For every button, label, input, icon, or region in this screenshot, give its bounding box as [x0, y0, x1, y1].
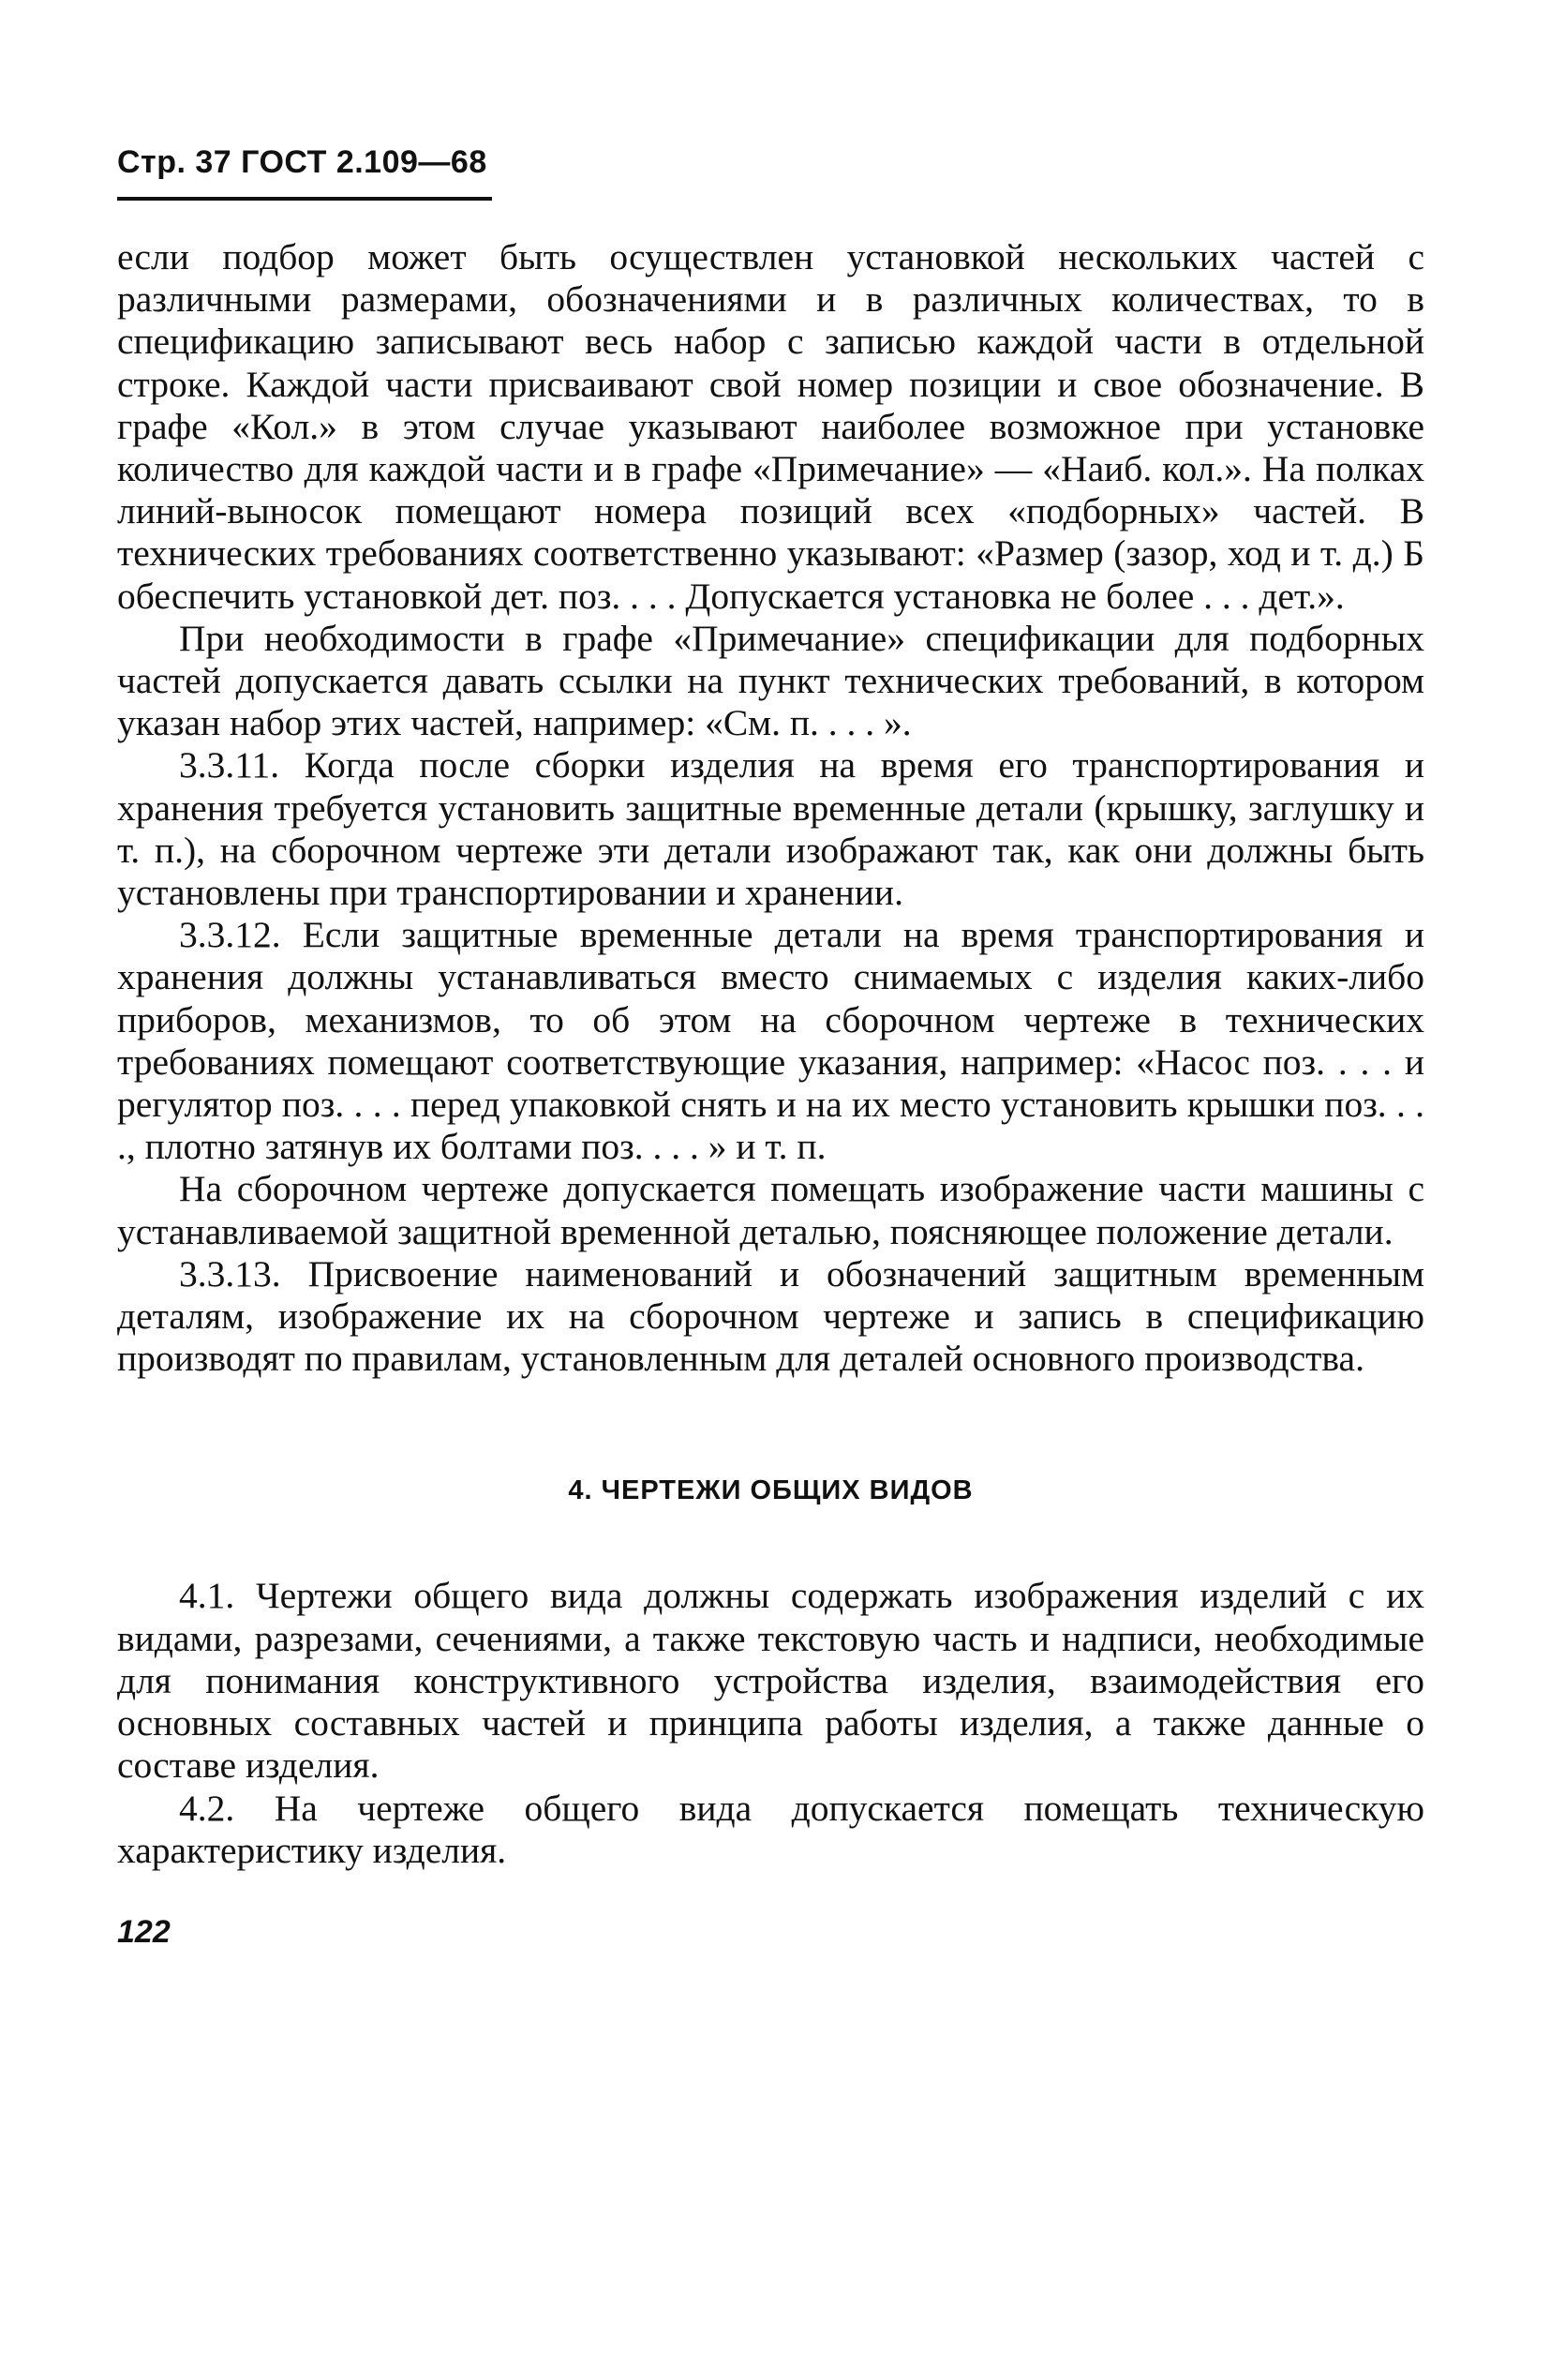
running-header: Стр. 37 ГОСТ 2.109—68: [117, 144, 487, 180]
section-title: 4. ЧЕРТЕЖИ ОБЩИХ ВИДОВ: [568, 1475, 974, 1506]
paragraph-3-3-12: 3.3.12. Если защитные временные детали на время транспортирования и хранения должны устанавливаться вместо снимаемых с изделия каких-либо приборов, механизмов, то об этом на сборочном чертеже в технических требованиях помещают соответствующие указания, например: «Насос поз. . . . и регулятор поз. . . . перед упаковкой снять и на их место установить крышки поз. . . ., плотно затянув их болтами поз. . . . » и т. п.: [117, 914, 1424, 1168]
header-rule: [117, 197, 492, 201]
paragraph-note-image: На сборочном чертеже допускается помещать изображение части машины с устанавливаемой защитной временной деталью, поясняющее положение детали.: [117, 1168, 1424, 1252]
paragraph-4-1: 4.1. Чертежи общего вида должны содержать изображения изделий с их видами, разрезами, сечениями, а также текстовую часть и надписи, необходимые для понимания конструктивного устройства изделия, взаимодействия его основных составных частей и принципа работы изделия, а также данные о составе изделия.: [117, 1575, 1424, 1787]
paragraph-continuation: если подбор может быть осуществлен установкой нескольких частей с различными размерами, обозначениями и в различных количествах, то в спецификацию записывают весь набор с записью каждой части в отдельной строке. Каждой части присваивают свой номер позиции и свое обозначение. В графе «Кол.» в этом случае указывают наиболее возможное при установке количество для каждой части и в графе «Примечание» — «Наиб. кол.». На полках линий-выносок помещают номера позиций всех «подборных» частей. В технических требованиях соответственно указывают: «Размер (зазор, ход и т. д.) Б обеспечить установкой дет. поз. . . . Допускается установка не более . . . дет.».: [117, 236, 1424, 617]
paragraph-4-2: 4.2. На чертеже общего вида допускается помещать техническую характеристику изделия.: [117, 1787, 1424, 1871]
page-number: 122: [117, 1913, 171, 1950]
body-text-continued: [117, 236, 1424, 1380]
section-body: [117, 1575, 1424, 1871]
document-page: [117, 141, 1424, 1951]
paragraph-3-3-13: 3.3.13. Присвоение наименований и обозначений защитным временным деталям, изображение их на сборочном чертеже и запись в спецификацию производят по правилам, установленным для деталей основного производства.: [117, 1252, 1424, 1380]
paragraph-podbornye: При необходимости в графе «Примечание» спецификации для подборных частей допускается давать ссылки на пункт технических требований, в котором указан набор этих частей, например: «См. п. . . . ».: [117, 617, 1424, 744]
paragraph-3-3-11: 3.3.11. Когда после сборки изделия на время его транспортирования и хранения требуется установить защитные временные детали (крышку, заглушку и т. п.), на сборочном чертеже эти детали изображают так, как они должны быть установлены при транспортировании и хранении.: [117, 744, 1424, 914]
